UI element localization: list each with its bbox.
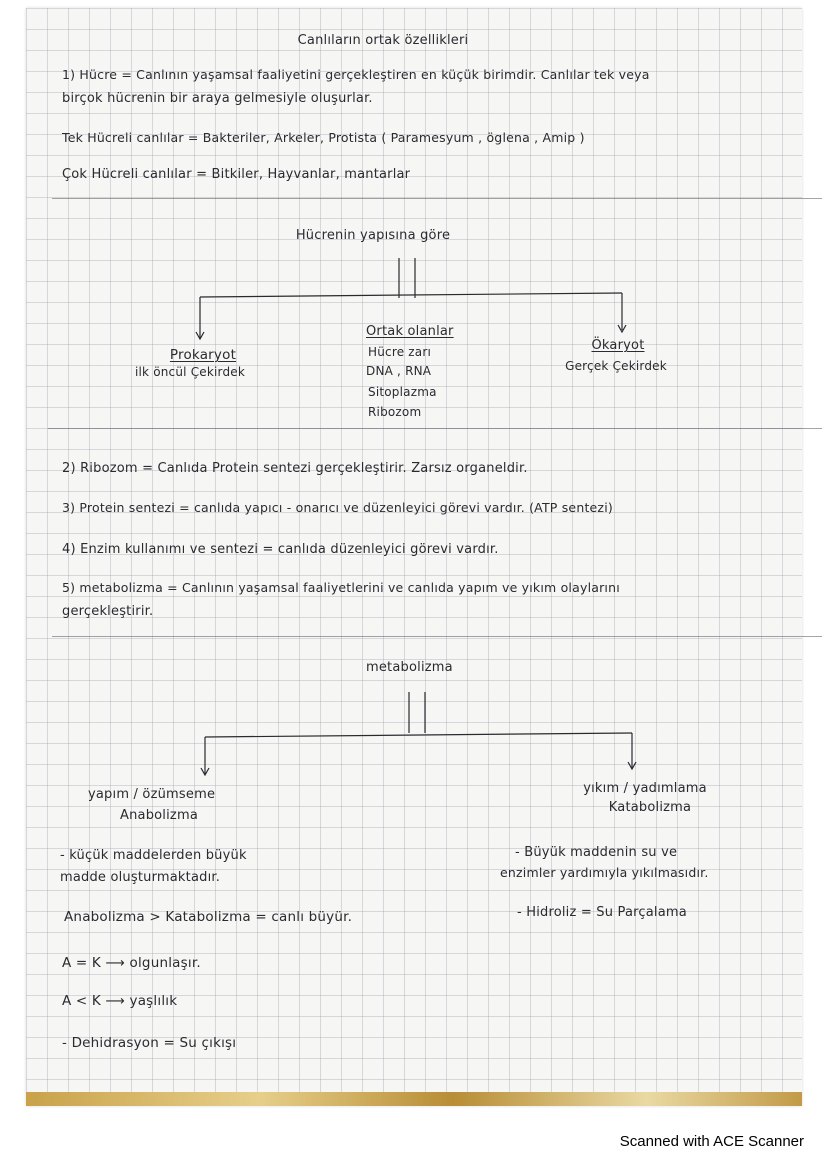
eukaryote-title: Ökaryot (591, 338, 645, 353)
a-less-than-k: A < K ⟶ yaşlılık (62, 993, 178, 1009)
catabolism-subtitle: Katabolizma (608, 800, 692, 815)
prokaryote-subtitle: ilk öncül Çekirdek (134, 365, 246, 379)
multicellular-organisms: Çok Hücreli canlılar = Bitkiler, Hayvanlar, mantarlar (62, 167, 411, 182)
prokaryote-title: Prokaryot (169, 347, 237, 363)
metabolism-diagram-root: metabolizma (366, 660, 453, 675)
eukaryote-subtitle: Gerçek Çekirdek (565, 359, 667, 373)
unicellular-organisms: Tek Hücreli canlılar = Bakteriler, Arkeler, Protista ( Paramesyum , öglena , Amip ) (62, 130, 585, 145)
point5-metabolism-line2: gerçekleştirir. (62, 604, 154, 619)
catabolism-note-line1: - Büyük maddenin su ve (515, 845, 678, 860)
anabolism-title: yapım / özümseme (88, 787, 216, 802)
section-divider-3 (52, 636, 822, 637)
section-divider-2 (48, 428, 822, 429)
hydrolysis-note: - Hidroliz = Su Parçalama (517, 905, 687, 920)
anabolism-note-line2: madde oluşturmaktadır. (60, 870, 221, 885)
catabolism-note-line2: enzimler yardımıyla yıkılmasıdır. (500, 865, 709, 880)
cell-diagram-root: Hücrenin yapısına göre (295, 228, 451, 243)
common-feature-item: Ribozom (368, 405, 422, 419)
common-feature-item: DNA , RNA (366, 364, 432, 378)
page-title: Canlıların ortak özellikleri (297, 33, 469, 48)
page-bottom-edge (26, 1092, 802, 1106)
scanner-watermark: Scanned with ACE Scanner (619, 1133, 804, 1150)
point1-line2: birçok hücrenin bir araya gelmesiyle oluşurlar. (62, 91, 373, 106)
point4-enzyme: 4) Enzim kullanımı ve sentezi = canlıda düzenleyici görevi vardır. (62, 542, 499, 557)
dehydration-note: - Dehidrasyon = Su çıkışı (62, 1035, 237, 1051)
anabolism-note-line1: - küçük maddelerden büyük (60, 848, 247, 863)
section-divider-1 (52, 198, 822, 199)
catabolism-title: yıkım / yadımlama (583, 781, 707, 796)
point5-metabolism-line1: 5) metabolizma = Canlının yaşamsal faaliyetlerini ve canlıda yapım ve yıkım olaylarını (62, 580, 620, 595)
point3-protein-synthesis: 3) Protein sentezi = canlıda yapıcı - onarıcı ve düzenleyici görevi vardır. (ATP sentezi) (62, 500, 613, 515)
common-features-title: Ortak olanlar (366, 324, 454, 339)
common-feature-item: Hücre zarı (368, 345, 432, 359)
point2-ribosome: 2) Ribozom = Canlıda Protein sentezi gerçekleştirir. Zarsız organeldir. (62, 461, 528, 476)
a-equals-k: A = K ⟶ olgunlaşır. (62, 955, 201, 971)
anabolism-vs-catabolism: Anabolizma > Katabolizma = canlı büyür. (64, 909, 353, 925)
point1-line1: 1) Hücre = Canlının yaşamsal faaliyetini gerçekleştiren en küçük birimdir. Canlılar tek veya (62, 67, 650, 82)
common-feature-item: Sitoplazma (368, 385, 437, 399)
anabolism-subtitle: Anabolizma (120, 808, 198, 823)
